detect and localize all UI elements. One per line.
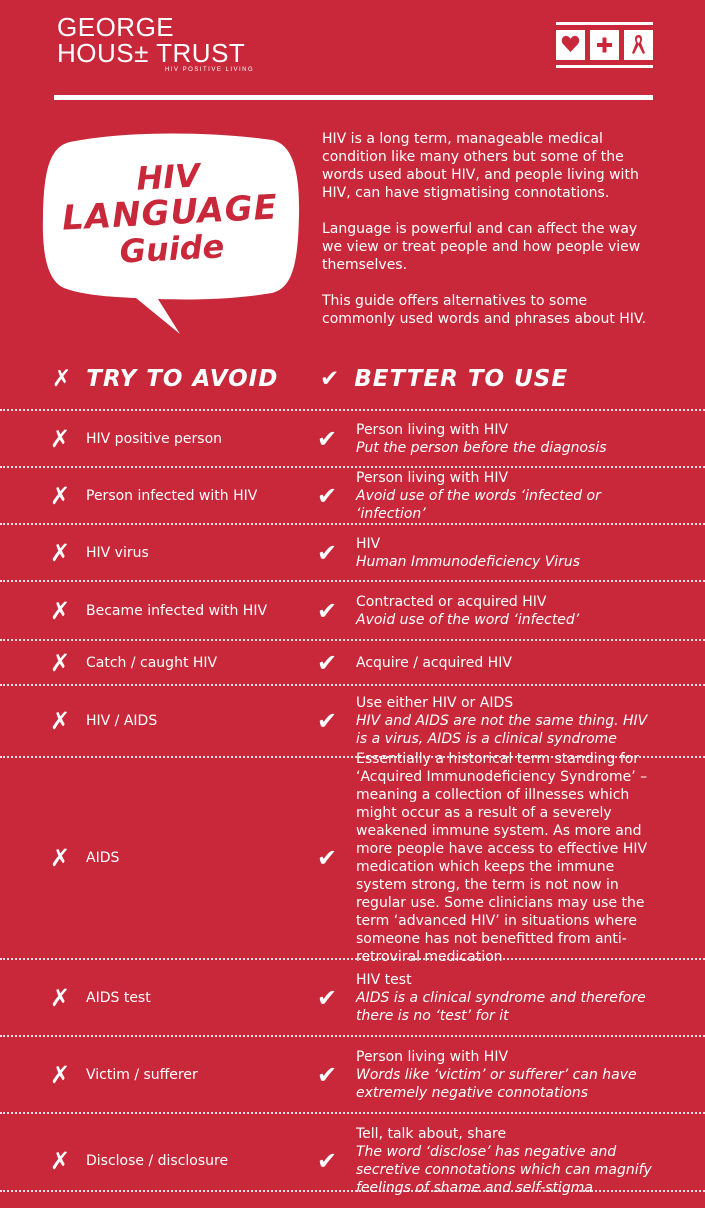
intro-paragraph-3: This guide offers alternatives to some commonly used words and phrases about HIV. [322, 293, 647, 327]
table-row [0, 684, 705, 756]
avoid-column-header [52, 366, 278, 392]
cross-icon: ✗ [50, 1147, 71, 1175]
avoid-header-label: TRY TO AVOID [86, 366, 279, 392]
use-term [356, 1048, 656, 1102]
use-term [356, 421, 656, 457]
use-note: Human Immunodeficiency Virus [356, 553, 581, 570]
use-note: AIDS is a clinical syndrome and therefore there is no ‘test’ for it [356, 989, 646, 1024]
use-note: Words like ‘victim’ or sufferer’ can have extremely negative connotations [356, 1066, 637, 1101]
use-term [356, 535, 656, 571]
logo-line-2: HOUS± TRUST [57, 38, 246, 68]
avoid-term: HIV / AIDS [86, 713, 158, 729]
check-icon: ✔ [317, 648, 338, 677]
table-row [0, 409, 705, 466]
table-row [0, 523, 705, 580]
use-text: Person living with HIV [356, 469, 509, 486]
cross-icon: ✗ [50, 844, 71, 872]
avoid-term: HIV positive person [86, 430, 223, 447]
cross-icon: ✗ [50, 596, 71, 625]
cross-icon: ✗ [50, 707, 71, 735]
check-icon: ✔ [317, 596, 338, 625]
cross-icon: ✗ [50, 648, 71, 677]
check-icon: ✔ [317, 844, 338, 872]
avoid-term: Person infected with HIV [86, 487, 258, 504]
use-term [356, 971, 656, 1025]
check-icon: ✔ [317, 424, 338, 453]
use-term [356, 1125, 656, 1197]
table-row [0, 466, 705, 523]
table-row [0, 958, 705, 1035]
use-column-header [320, 366, 568, 392]
logo-line-1: GEORGE [57, 12, 175, 42]
use-term [356, 469, 656, 523]
cross-icon: ✗ [50, 481, 71, 510]
cross-icon: ✗ [50, 983, 71, 1012]
guide-title [49, 154, 290, 272]
check-icon: ✔ [320, 366, 341, 392]
language-table [0, 409, 705, 1208]
table-row [0, 1035, 705, 1112]
table-row [0, 580, 705, 639]
avoid-term: HIV virus [86, 544, 149, 561]
use-text: Contracted or acquired HIV [356, 593, 547, 610]
table-bottom-divider [0, 1190, 705, 1192]
check-icon: ✔ [317, 538, 338, 567]
use-text: HIV test [356, 971, 412, 988]
use-text: Use either HIV or AIDS [356, 695, 514, 711]
intro-paragraph-2: Language is powerful and can affect the way we view or treat people and how people view themselves. [322, 221, 641, 273]
avoid-term: Catch / caught HIV [86, 654, 218, 671]
use-note: Avoid use of the words ‘infected or ‘infection’ [356, 487, 601, 522]
use-note: The word ‘disclose’ has negative and secretive connotations which can magnify feelings of shame and self-stigma [356, 1144, 652, 1196]
header-divider [54, 95, 653, 100]
use-term [356, 694, 656, 748]
use-term [356, 750, 656, 966]
avoid-term: AIDS [86, 850, 120, 866]
avoid-term: Became infected with HIV [86, 602, 268, 619]
use-text: Acquire / acquired HIV [356, 654, 512, 671]
use-text: HIV [356, 535, 381, 552]
use-note: Avoid use of the word ‘infected’ [356, 611, 580, 628]
guide-title-line-1: HIV [135, 156, 201, 198]
heart-plus-ribbon-icon [556, 22, 653, 68]
table-row [0, 1112, 705, 1208]
use-note: Put the person before the diagnosis [356, 439, 607, 456]
check-icon: ✔ [317, 1060, 338, 1089]
avoid-term: AIDS test [86, 989, 151, 1006]
use-text: Person living with HIV [356, 1048, 509, 1065]
cross-icon: ✗ [50, 538, 71, 567]
use-text: Essentially a historical term standing for ‘Acquired Immunodeficiency Syndrome’ – meaning a collection of illnesses which might occur as a result of a severely weakened immune system. As more and more people have access to effective HIV medication which keeps the immune system strong, the term is not now in regular use. Some clinicians may use the term ‘advanced HIV’ in situations where someone has not benefitted from anti-retroviral medication [356, 751, 648, 965]
use-note: HIV and AIDS are not the same thing. HIV is a virus, AIDS is a clinical syndrome [356, 713, 648, 747]
intro-paragraph-1: HIV is a long term, manageable medical condition like many others but some of the words used about HIV, and people living with HIV, can have stigmatising connotations. [322, 131, 639, 201]
use-text: Tell, talk about, share [356, 1126, 507, 1142]
check-icon: ✔ [317, 983, 338, 1012]
logo-tagline: HIV POSITIVE LIVING [165, 67, 255, 73]
intro-text [322, 130, 652, 346]
cross-icon: ✗ [52, 366, 73, 392]
check-icon: ✔ [317, 481, 338, 510]
george-house-trust-logo [57, 14, 257, 73]
cross-icon: ✗ [50, 1060, 71, 1089]
guide-title-line-2: LANGUAGE [61, 187, 279, 239]
use-term [356, 654, 656, 672]
avoid-term: Disclose / disclosure [86, 1153, 229, 1169]
avoid-term: Victim / sufferer [86, 1066, 198, 1083]
table-row [0, 751, 705, 965]
table-row [0, 639, 705, 684]
guide-title-line-3: Guide [118, 227, 226, 271]
use-text: Person living with HIV [356, 421, 509, 438]
cross-icon: ✗ [50, 424, 71, 453]
check-icon: ✔ [317, 1147, 338, 1175]
check-icon: ✔ [317, 707, 338, 735]
use-term [356, 593, 656, 629]
use-header-label: BETTER TO USE [354, 366, 569, 392]
